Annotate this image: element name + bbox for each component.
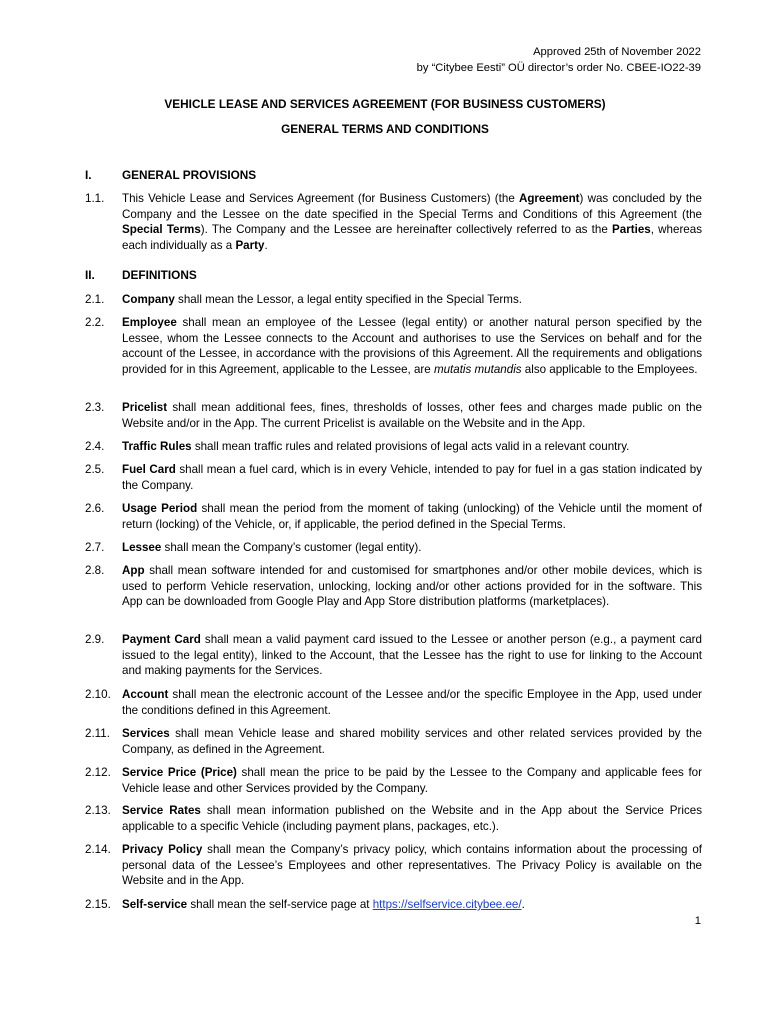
- defined-term: Service Rates: [122, 804, 201, 817]
- clause-number: 2.13.: [85, 804, 111, 817]
- document-subtitle: GENERAL TERMS AND CONDITIONS: [281, 122, 489, 136]
- defined-term: App: [122, 564, 145, 577]
- clause-number: 2.7.: [85, 541, 105, 554]
- defined-term: Traffic Rules: [122, 440, 192, 453]
- section-number: I.: [85, 168, 92, 182]
- clause-text: Lessee shall mean the Company’s customer (legal entity).: [122, 541, 422, 554]
- defined-term: Service Price (Price): [122, 766, 237, 779]
- clause-number: 2.5.: [85, 463, 105, 476]
- clause-number: 2.2.: [85, 316, 105, 329]
- definition-2-9: [85, 632, 702, 679]
- selfservice-link[interactable]: https://selfservice.citybee.ee/: [372, 898, 522, 911]
- approval-note: [417, 44, 701, 76]
- clause-number: 2.9.: [85, 633, 105, 646]
- clause-text: Usage Period shall mean the period from the moment of taking (unlocking) of the Vehicle until the moment of return (locking) of the Vehicle, or, if applicable, the period defined in the Special Terms.: [122, 502, 702, 531]
- defined-term: Account: [122, 688, 169, 701]
- clause-number: 2.14.: [85, 843, 111, 856]
- approval-line-2: by “Citybee Eesti” OÜ director’s order No. CBEE-IO22-39: [416, 62, 701, 74]
- approval-line-1: Approved 25th of November 2022: [533, 46, 701, 58]
- clause-text: Traffic Rules shall mean traffic rules and related provisions of legal acts valid in a relevant country.: [122, 440, 630, 453]
- clause-number: 2.6.: [85, 502, 105, 515]
- defined-term: Services: [122, 727, 170, 740]
- definition-2-6: [85, 501, 702, 532]
- clause-text: This Vehicle Lease and Services Agreement (for Business Customers) (the Agreement) was concluded by the Company and the Lessee on the date specified in the Special Terms and Conditions of this Agreement (the Special Terms). The Company and the Lessee are hereinafter collectively referred to as the Parties, whereas each individually as a Party.: [122, 192, 702, 252]
- clause-text: Service Price (Price) shall mean the price to be paid by the Lessee to the Company and applicable fees for Vehicle lease and other Services provided by the Company.: [122, 766, 702, 795]
- definition-2-14: [85, 842, 702, 889]
- definition-2-1: [85, 292, 702, 308]
- definition-2-7: [85, 540, 702, 556]
- definition-2-2: [85, 315, 702, 377]
- section-title: GENERAL PROVISIONS: [122, 168, 257, 182]
- defined-term: Payment Card: [122, 633, 201, 646]
- clause-text: Pricelist shall mean additional fees, fines, thresholds of losses, other fees and charges made public on the Website and/or in the App. The current Pricelist is available on the Website and in the App.: [122, 401, 702, 430]
- defined-term: Employee: [122, 316, 177, 329]
- clause-number: 2.4.: [85, 440, 105, 453]
- clause-text: Services shall mean Vehicle lease and shared mobility services and other related services provided by the Company, as defined in the Agreement.: [122, 727, 702, 756]
- defined-term: Pricelist: [122, 401, 168, 414]
- defined-term: Lessee: [122, 541, 162, 554]
- definition-2-3: [85, 400, 702, 431]
- section-number: II.: [85, 268, 95, 282]
- definition-2-11: [85, 726, 702, 757]
- clause-text: Privacy Policy shall mean the Company’s privacy policy, which contains information about the processing of personal data of the Lessee’s Employees and other representatives. The Privacy Policy is available on the Website and in the App.: [122, 843, 702, 887]
- defined-term: Company: [122, 293, 175, 306]
- page-number: 1: [694, 915, 701, 927]
- clause-text: Fuel Card shall mean a fuel card, which is in every Vehicle, intended to pay for fuel in a gas station indicated by the Company.: [122, 463, 702, 492]
- definition-2-15: [85, 897, 702, 913]
- section-title: DEFINITIONS: [122, 268, 197, 282]
- clause-text: App shall mean software intended for and customised for smartphones and/or other mobile devices, which is used to perform Vehicle reservation, unlocking, locking and/or other actions provided for in the software. This App can be downloaded from Google Play and App Store distribution platforms (marketplaces).: [122, 564, 702, 608]
- clause-number: 1.1.: [85, 192, 105, 205]
- defined-term: Privacy Policy: [122, 843, 203, 856]
- clause-number: 2.15.: [85, 898, 111, 911]
- clause-text: Self-service shall mean the self-service page at https://selfservice.citybee.ee/.: [122, 898, 525, 911]
- clause-number: 2.1.: [85, 293, 105, 306]
- definition-2-5: [85, 462, 702, 493]
- clause-number: 2.8.: [85, 564, 105, 577]
- defined-term: Self-service: [122, 898, 188, 911]
- defined-term: Usage Period: [122, 502, 198, 515]
- definition-2-4: [85, 439, 702, 455]
- clause-number: 2.11.: [85, 727, 110, 740]
- clause-text: Service Rates shall mean information published on the Website and in the App about the Service Prices applicable to a specific Vehicle (including payment plans, packages, etc.).: [122, 804, 703, 833]
- section-heading-definitions: [85, 268, 197, 282]
- definition-2-10: [85, 687, 702, 718]
- section-heading-general-provisions: [85, 168, 256, 182]
- definition-2-13: [85, 803, 702, 834]
- clause-number: 2.3.: [85, 401, 105, 414]
- clause-1-1: [85, 191, 702, 253]
- clause-text: Payment Card shall mean a valid payment card issued to the Lessee or another person (e.g., a payment card issued to the legal entity), linked to the Account, that the Lessee has the right to use for linking to the Account and making payments for the Services.: [122, 633, 702, 677]
- clause-number: 2.10.: [85, 688, 111, 701]
- clause-text: Account shall mean the electronic account of the Lessee and/or the specific Employee in the App, used under the conditions defined in this Agreement.: [122, 688, 702, 717]
- defined-term: Fuel Card: [122, 463, 176, 476]
- definition-2-12: [85, 765, 702, 796]
- definition-2-8: [85, 563, 702, 610]
- clause-text: Employee shall mean an employee of the Lessee (legal entity) or another natural person specified by the Lessee, whom the Lessee connects to the Account and authorises to use the Services on behalf and for the account of the Lessee, in accordance with the provisions of this Agreement. All the requirements and obligations provided for in this Agreement, applicable to the Lessee, are mutatis mutandis also applicable to the Employees.: [122, 316, 702, 376]
- clause-text: Company shall mean the Lessor, a legal entity specified in the Special Terms.: [122, 293, 522, 306]
- document-title: VEHICLE LEASE AND SERVICES AGREEMENT (FOR BUSINESS CUSTOMERS): [164, 97, 606, 111]
- clause-number: 2.12.: [85, 766, 111, 779]
